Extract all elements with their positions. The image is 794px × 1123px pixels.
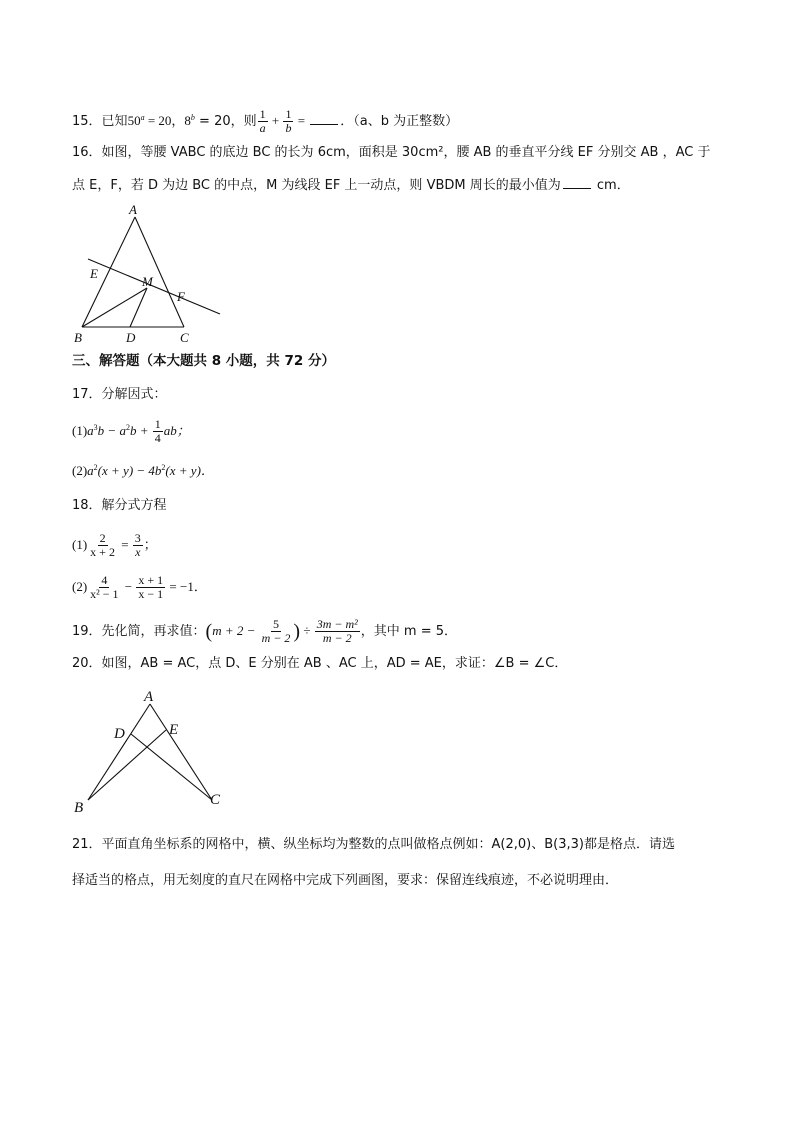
question-17-part2 bbox=[72, 462, 214, 481]
q15-frac2-den: b bbox=[285, 121, 292, 135]
question-15 bbox=[72, 108, 458, 135]
q18-p2-f1-num: 4 bbox=[101, 573, 108, 587]
q18-p1-f2-num: 3 bbox=[134, 531, 141, 545]
answer-blank[interactable] bbox=[310, 112, 338, 125]
label-a: A bbox=[129, 202, 137, 217]
q17-p1-frac bbox=[153, 418, 163, 445]
q18-p1-frac1 bbox=[88, 532, 117, 559]
q15-number: 15． bbox=[72, 114, 102, 129]
question-18-title: 18．解分式方程 bbox=[72, 498, 167, 513]
q17-p1-end: ab； bbox=[163, 423, 190, 438]
question-16-line1: 16．如图，等腰 VABC 的底边 BC 的长为 6cm，面积是 30cm²，腰 AB 的垂直平分线 EF 分别交 AB ，AC 于 bbox=[72, 145, 711, 160]
q17-p1-a: a bbox=[87, 423, 94, 438]
q18-p1-f1-den: x + 2 bbox=[90, 545, 115, 559]
q19-f1-den: m − 2 bbox=[261, 631, 291, 645]
answer-blank[interactable] bbox=[563, 176, 591, 189]
q19-text: 19．先化简，再求值： bbox=[72, 624, 206, 639]
label-d: D bbox=[114, 726, 125, 742]
label-a: A bbox=[144, 689, 154, 705]
q16-line2-text: 点 E，F，若 D 为边 BC 的中点，M 为线段 EF 上一动点，则 VBDM 周长的最小值为 bbox=[72, 178, 561, 193]
q19-expr1: m + 2 − bbox=[212, 623, 259, 638]
label-b: B bbox=[74, 330, 82, 345]
q19-f1-num: 5 bbox=[273, 617, 280, 631]
question-20: 20．如图，AB = AC，点 D、E 分别在 AB 、AC 上，AD = AE，求证：∠B = ∠C． bbox=[72, 656, 568, 671]
q15-frac1-num: 1 bbox=[259, 107, 266, 121]
q19-right-paren: ) bbox=[293, 620, 301, 643]
q18-p2-label: (2) bbox=[72, 579, 88, 594]
label-c: C bbox=[210, 792, 221, 808]
question-16-line2 bbox=[72, 176, 630, 195]
label-c: C bbox=[180, 330, 189, 345]
q18-p1-f1-num: 2 bbox=[99, 531, 106, 545]
q18-p1-end: ； bbox=[143, 538, 157, 553]
q18-p2-f1-den: x² − 1 bbox=[90, 587, 119, 601]
label-e: E bbox=[169, 722, 179, 738]
question-18-part1 bbox=[72, 532, 157, 559]
q15-base1: 50 bbox=[127, 113, 141, 128]
q19-f2-num: 3m − m² bbox=[316, 617, 358, 631]
q17-p1-frac-num: 1 bbox=[154, 417, 161, 431]
q15-eq2: = 20，则 bbox=[194, 114, 257, 129]
label-d: D bbox=[126, 330, 136, 345]
q17-p1-exp-b: 2 bbox=[125, 423, 130, 432]
segment-ac bbox=[135, 217, 184, 327]
q19-post: ，其中 m = 5． bbox=[360, 624, 457, 639]
q17-p2-a: a bbox=[87, 463, 94, 478]
q17-p2-end: (x + y)． bbox=[165, 463, 214, 478]
q18-p2-f2-den: x − 1 bbox=[138, 587, 164, 601]
label-m: M bbox=[142, 274, 153, 289]
segment-cd bbox=[131, 734, 212, 800]
q17-p2-mid: (x + y) − 4b bbox=[97, 463, 162, 478]
q15-base2: 8 bbox=[184, 113, 191, 128]
q19-frac1 bbox=[260, 618, 293, 645]
q18-p2-end: = −1． bbox=[166, 579, 207, 594]
q15-text: 已知 bbox=[101, 114, 128, 129]
question-17-part1 bbox=[72, 418, 190, 445]
q15-plus: + bbox=[268, 113, 283, 128]
q20-figure bbox=[70, 684, 240, 816]
q17-p2-exp2: 2 bbox=[161, 463, 166, 472]
question-17-title: 17．分解因式： bbox=[72, 387, 167, 402]
q15-frac1 bbox=[258, 108, 268, 135]
question-21-line2: 择适当的格点，用无刻度的直尺在网格中完成下列画图，要求：保留连线痕迹，不必说明理由． bbox=[72, 873, 619, 888]
q17-p1-mid1: b − a bbox=[97, 423, 126, 438]
segment-dm bbox=[130, 288, 147, 327]
label-b: B bbox=[74, 800, 84, 816]
q15-frac1-den: a bbox=[259, 121, 266, 135]
label-f: F bbox=[177, 289, 185, 304]
q19-f2-den: m − 2 bbox=[322, 631, 352, 645]
q15-eq3: = bbox=[294, 113, 309, 128]
q15-exp2: b bbox=[190, 113, 195, 122]
q16-unit: cm． bbox=[592, 178, 630, 193]
q17-p1-label: (1) bbox=[72, 423, 88, 438]
q17-p2-exp1: 2 bbox=[93, 463, 98, 472]
q17-p2-label: (2) bbox=[72, 463, 88, 478]
label-e: E bbox=[90, 266, 98, 281]
q18-p2-frac2 bbox=[136, 574, 165, 601]
q18-p1-eq: = bbox=[117, 537, 132, 552]
question-18-part2 bbox=[72, 574, 207, 601]
q18-p2-minus: − bbox=[121, 579, 136, 594]
question-21-line1: 21．平面直角坐标系的网格中，横、纵坐标均为整数的点叫做格点例如：A(2,0)、B(3,3)都是格点．请选 bbox=[72, 837, 675, 852]
q15-exp1: a bbox=[140, 113, 145, 122]
q18-p1-label: (1) bbox=[72, 537, 88, 552]
section-heading: 三、解答题（本大题共 8 小题，共 72 分） bbox=[72, 353, 335, 369]
question-19 bbox=[72, 618, 457, 645]
segment-ac bbox=[150, 704, 212, 800]
q15-frac2-num: 1 bbox=[285, 107, 292, 121]
q17-p1-frac-den: 4 bbox=[154, 431, 161, 445]
q18-p1-f2-den: x bbox=[135, 545, 141, 559]
q18-p1-frac2 bbox=[133, 532, 143, 559]
q17-p1-mid2: b + bbox=[129, 423, 152, 438]
q16-triangle-figure bbox=[70, 200, 240, 348]
q19-frac2 bbox=[315, 618, 360, 645]
q15-eq1: = 20， bbox=[144, 113, 185, 128]
q15-tail: ．（a、b 为正整数） bbox=[340, 114, 459, 129]
q18-p2-frac1 bbox=[88, 574, 120, 601]
q19-left-paren: ( bbox=[205, 620, 213, 643]
q17-p1-exp-a: 3 bbox=[93, 423, 98, 432]
line-ef bbox=[88, 259, 220, 314]
q18-p2-f2-num: x + 1 bbox=[138, 573, 164, 587]
q15-frac2 bbox=[283, 108, 293, 135]
q19-div: ÷ bbox=[300, 623, 314, 638]
